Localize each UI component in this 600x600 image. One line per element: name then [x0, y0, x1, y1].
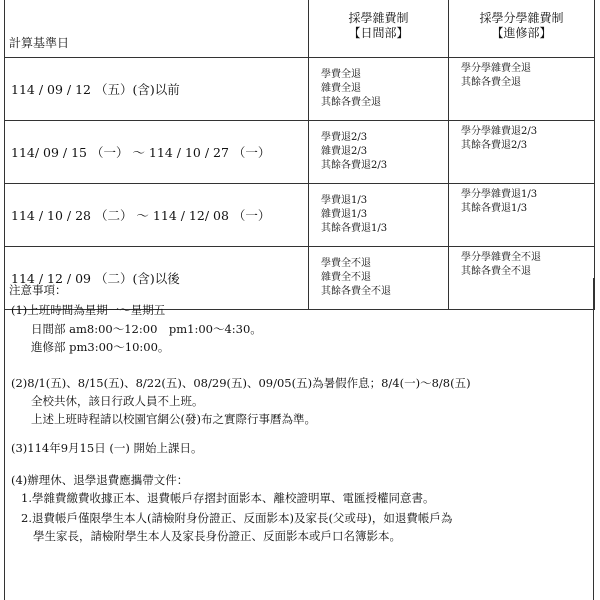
evening-refund-cell [449, 121, 595, 184]
day-refund-cell [309, 121, 449, 184]
evening-refund-cell [449, 58, 595, 121]
table-header-row [5, 0, 595, 58]
basis-label: 計算基準日 [9, 36, 70, 50]
table-row [5, 121, 595, 184]
refund-line: 學費退2/3 [321, 132, 368, 143]
day-refund-cell [309, 184, 449, 247]
refund-line: 雜費退2/3 [321, 146, 368, 157]
note-4-item-1: 1.學雜費繳費收據正本、退費帳戶存摺封面影本、離校證明單、電匯授權同意書。 [21, 491, 435, 505]
period-cell: 114 / 09 / 12 （五）(含)以前 [5, 58, 309, 121]
refund-line: 其餘各費退2/3 [321, 160, 388, 171]
day-division-header [309, 0, 449, 58]
evening-division-header [449, 0, 595, 58]
evening-division-subtitle: 【進修部】 [491, 26, 552, 40]
period-cell: 114 / 10 / 28 （二） ～ 114 / 12/ 08 （一） [5, 184, 309, 247]
refund-table [4, 0, 595, 310]
note-4-title: (4)辦理休、退學退費應攜帶文件： [11, 473, 189, 487]
refund-line: 其餘各費退2/3 [461, 140, 528, 151]
basis-header [5, 0, 309, 58]
refund-line: 學分學雜費退1/3 [461, 189, 538, 200]
refund-line: 其餘各費全不退 [461, 266, 531, 277]
evening-refund-cell [449, 184, 595, 247]
note-4-item-2: 2.退費帳戶僅限學生本人(請檢附身份證正、反面影本)及家長(父或母)，如退費帳戶為 [21, 511, 453, 525]
table-row [5, 58, 595, 121]
refund-line: 其餘各費退1/3 [321, 223, 388, 234]
refund-line: 其餘各費全退 [321, 97, 381, 108]
period-cell: 114/ 09 / 15 （一） ～ 114 / 10 / 27 （一） [5, 121, 309, 184]
note-3: (3)114年9月15日 (一) 開始上課日。 [11, 441, 203, 455]
notes-heading: 注意事項： [9, 283, 67, 297]
note-4-item-2-continued: 學生家長，請檢附學生本人及家長身份證正、反面影本或戶口名簿影本。 [33, 529, 401, 543]
refund-line: 雜費全不退 [321, 272, 371, 283]
day-division-subtitle: 【日間部】 [348, 26, 409, 40]
refund-line: 其餘各費退1/3 [461, 203, 528, 214]
note-2-title: (2)8/1(五)、8/15(五)、8/22(五)、08/29(五)、09/05(五)為暑假作息；8/4(一)～8/8(五) [11, 376, 471, 390]
refund-line: 學分學雜費全退 [461, 63, 531, 74]
refund-line: 其餘各費全不退 [321, 286, 391, 297]
refund-line: 學費退1/3 [321, 195, 368, 206]
refund-line: 學費全不退 [321, 258, 371, 269]
note-1-evening-hours: 進修部 pm3:00～10:00。 [31, 340, 170, 354]
note-2-line-3: 上述上班時程請以校園官網公(發)布之實際行事曆為準。 [31, 412, 316, 426]
day-refund-cell [309, 58, 449, 121]
day-division-title: 採學雜費制 [348, 11, 409, 25]
refund-line: 學分學雜費全不退 [461, 252, 541, 263]
refund-line: 學費全退 [321, 69, 361, 80]
refund-line: 其餘各費全退 [461, 77, 521, 88]
refund-line: 雜費全退 [321, 83, 361, 94]
evening-division-title: 採學分學雜費制 [479, 11, 564, 25]
period-cell: 114 / 12 / 09 （二）(含)以後 [5, 247, 309, 310]
table-row [5, 184, 595, 247]
note-2-line-2: 全校共休，該日行政人員不上班。 [31, 394, 204, 408]
refund-line: 雜費退1/3 [321, 209, 368, 220]
refund-line: 學分學雜費退2/3 [461, 126, 538, 137]
refund-document [4, 0, 594, 600]
note-1-day-hours: 日間部 am8:00～12:00 pm1:00～4:30。 [31, 322, 262, 336]
note-1-title: (1)上班時間為星期一～星期五 [11, 303, 166, 317]
notes-section [4, 278, 594, 600]
